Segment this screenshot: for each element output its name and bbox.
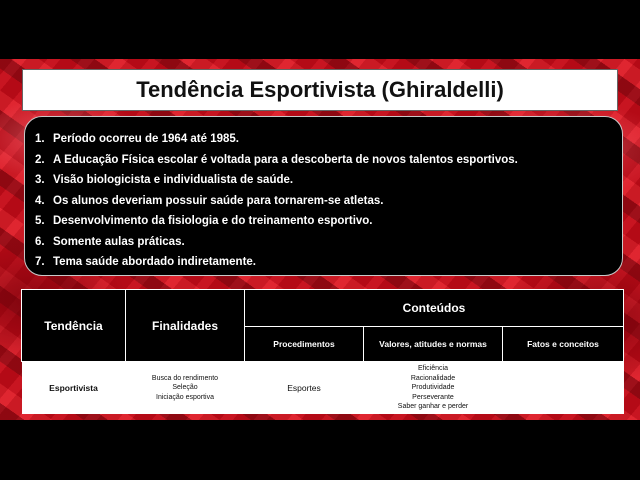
item-number: 1. [35, 133, 45, 145]
valor-item: Perseverante [412, 393, 454, 401]
item-text: Os alunos deveriam possuir saúde para tornarem-se atletas. [53, 194, 384, 207]
item-number: 3. [35, 174, 45, 186]
table-row [22, 362, 624, 415]
item-number: 2. [35, 153, 45, 166]
finalidade-item: Busca do rendimento [151, 374, 219, 382]
cell-fatos [503, 362, 624, 415]
cell-procedimentos: Esportes [245, 362, 364, 415]
item-text: Período ocorreu de 1964 até 1985. [53, 133, 240, 145]
title-box [22, 69, 618, 111]
item-number: 4. [35, 194, 45, 207]
slide [0, 59, 640, 420]
valor-item: Eficiência [418, 365, 448, 373]
item-text: Desenvolvimento da fisiologia e do treinamento esportivo. [53, 215, 373, 227]
header-finalidades: Finalidades [126, 290, 245, 362]
item-number: 5. [35, 215, 45, 227]
slide-title: Tendência Esportivista (Ghiraldelli) [136, 77, 504, 102]
valor-item: Produtividade [411, 384, 455, 392]
finalidade-item: Seleção [172, 384, 198, 392]
list-item [35, 252, 622, 273]
item-text: Somente aulas práticas. [53, 235, 185, 248]
finalidade-item: Iniciação esportiva [156, 393, 214, 401]
content-table [21, 289, 624, 414]
list-item [35, 129, 622, 150]
list-item [35, 170, 622, 191]
points-box [24, 116, 623, 276]
list-item [35, 211, 622, 232]
item-number: 6. [35, 235, 45, 248]
header-fatos: Fatos e conceitos [503, 327, 624, 362]
item-text: Tema saúde abordado indiretamente. [53, 256, 257, 268]
item-text: A Educação Física escolar é voltada para a descoberta de novos talentos esportivos. [53, 153, 518, 166]
item-number: 7. [35, 256, 45, 268]
header-tendencia: Tendência [22, 290, 126, 362]
header-conteudos: Conteúdos [245, 290, 624, 327]
cell-valores [364, 362, 503, 415]
list-item [35, 191, 622, 212]
cell-finalidades [126, 362, 245, 415]
item-text: Visão biologicista e individualista de saúde. [53, 174, 294, 186]
list-item [35, 150, 622, 171]
header-valores: Valores, atitudes e normas [364, 327, 503, 362]
list-item [35, 232, 622, 253]
points-list [35, 129, 622, 273]
valor-item: Saber ganhar e perder [397, 403, 469, 411]
valor-item: Racionalidade [410, 374, 456, 382]
cell-tendencia: Esportivista [22, 362, 126, 415]
header-procedimentos: Procedimentos [245, 327, 364, 362]
